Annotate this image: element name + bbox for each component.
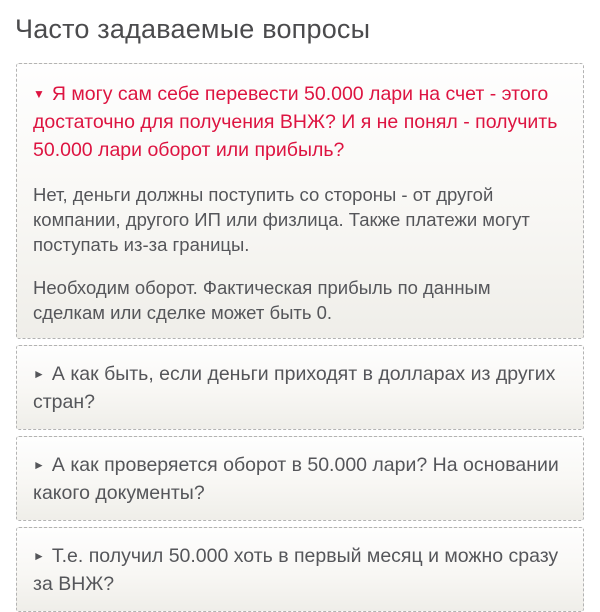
faq-question-text: Т.е. получил 50.000 хоть в первый месяц и можно сразу за ВНЖ? [33, 545, 559, 595]
faq-answer-1 [33, 182, 567, 325]
faq-list [16, 63, 584, 612]
answer-paragraph: Необходим оборот. Фактическая прибыль по данным сделкам или сделке может быть 0. [33, 277, 491, 323]
triangle-down-icon: ▼ [33, 87, 45, 101]
faq-question-text: А как проверяется оборот в 50.000 лари? На основании какого документы? [33, 454, 559, 504]
faq-item-4 [16, 527, 584, 612]
triangle-right-icon: ► [33, 367, 45, 381]
answer-paragraph: Нет, деньги должны поступить со стороны - от другой компании, другого ИП или физлица. Также платежи могут поступать из-за границы. [33, 184, 530, 255]
faq-item-1 [16, 63, 584, 339]
faq-question-3[interactable] [33, 451, 567, 507]
triangle-right-icon: ► [33, 458, 45, 472]
triangle-right-icon: ► [33, 549, 45, 563]
faq-question-4[interactable] [33, 542, 567, 598]
faq-item-3 [16, 436, 584, 521]
faq-question-text: А как быть, если деньги приходят в долларах из других стран? [33, 363, 556, 413]
faq-question-text: Я могу сам себе перевести 50.000 лари на счет - этого достаточно для получения ВНЖ? И я не понял - получить 50.000 лари оборот или прибыль? [33, 83, 558, 161]
faq-question-1[interactable] [33, 80, 567, 164]
faq-item-2 [16, 345, 584, 430]
page-title: Часто задаваемые вопросы [15, 14, 371, 44]
faq-question-2[interactable] [33, 360, 567, 416]
